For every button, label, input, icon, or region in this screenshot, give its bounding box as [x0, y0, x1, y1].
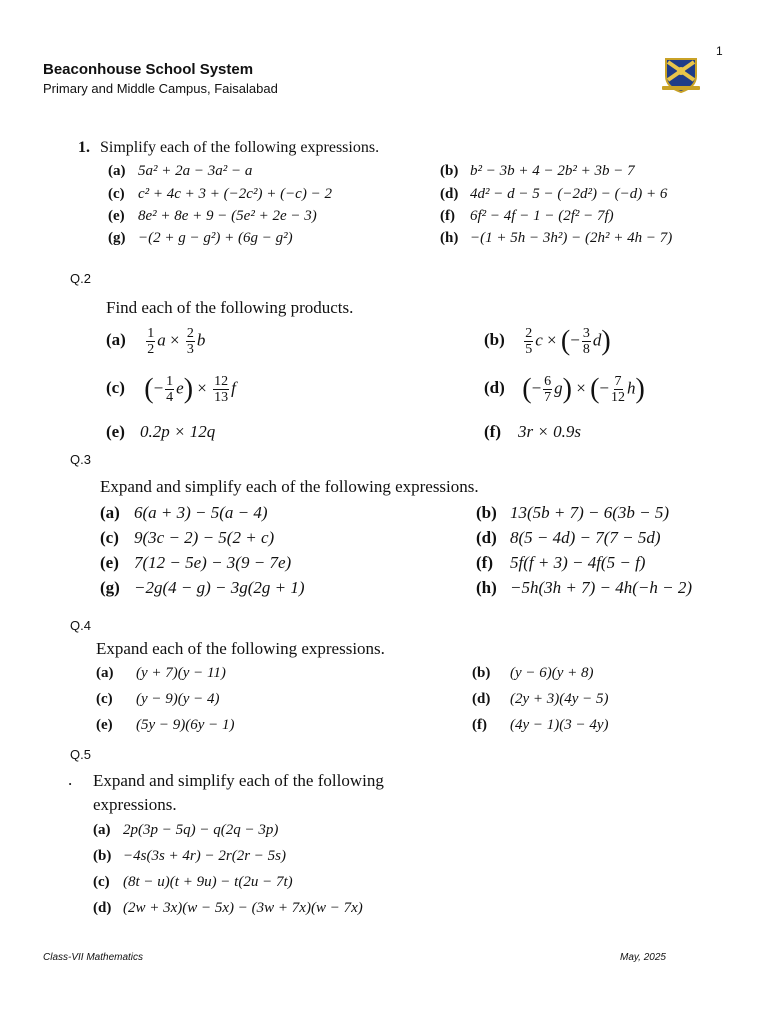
- q4-item-a: (a) (y + 7)(y − 11): [96, 665, 226, 681]
- q1-heading: [78, 139, 379, 157]
- q1-item-f: (f) 6f² − 4f − 1 − (2f² − 7f): [440, 208, 614, 224]
- q5-item-b: (b) −4s(3s + 4r) − 2r(2r − 5s): [93, 848, 286, 864]
- q2-item-c: (c) (− $\frac{1}{4}$ e) × $\frac{12}{13}$ f: [106, 373, 236, 405]
- q4-number: Q.4: [70, 618, 91, 633]
- q5-number: Q.5: [70, 747, 91, 762]
- q3-item-h: (h) −5h(3h + 7) − 4h(−h − 2): [476, 578, 693, 597]
- q4-item-e: (e) (5y − 9)(6y − 1): [96, 717, 235, 733]
- q1-item-g: (g) −(2 + g − g²) + (6g − g²): [108, 230, 293, 246]
- q5-item-a: (a) 2p(3p − 5q) − q(2q − 3p): [93, 822, 279, 838]
- q3-item-a: (a) 6(a + 3) − 5(a − 4): [100, 503, 268, 522]
- school-name: Beaconhouse School System: [43, 61, 254, 78]
- campus-name: Primary and Middle Campus, Faisalabad: [43, 81, 278, 96]
- q2-item-b: (b) $\frac{2}{5}$ c × (− $\frac{3}{8}$ d): [484, 325, 611, 357]
- q1-instruction: Simplify each of the following expressions.: [100, 139, 380, 156]
- q1-item-b: (b) b² − 3b + 4 − 2b² + 3b − 7: [440, 163, 635, 179]
- q5-instruction-line1: Expand and simplify each of the following: [93, 771, 384, 790]
- q4-item-f: (f) (4y − 1)(3 − 4y): [472, 717, 609, 733]
- q5-bullet: .: [68, 770, 73, 789]
- page-number: 1: [716, 44, 723, 58]
- q1-number: 1.: [78, 139, 90, 156]
- q5-item-d: (d) (2w + 3x)(w − 5x) − (3w + 7x)(w − 7x): [93, 900, 363, 916]
- q2-item-a: (a) $\frac{1}{2}$ a × $\frac{2}{3}$ b: [106, 326, 206, 357]
- q1-item-c: (c) c² + 4c + 3 + (−2c²) + (−c) − 2: [108, 186, 332, 202]
- q2-item-d: (d) (− $\frac{6}{7}$ g) × (− $\frac{7}{12}$ h): [484, 373, 645, 405]
- q4-item-c: (c) (y − 9)(y − 4): [96, 691, 220, 707]
- q2-item-f: (f) 3r × 0.9s: [484, 422, 581, 441]
- q1-item-e: (e) 8e² + 8e + 9 − (5e² + 2e − 3): [108, 208, 317, 224]
- q3-item-f: (f) 5f(f + 3) − 4f(5 − f): [476, 553, 646, 572]
- q4-item-b: (b) (y − 6)(y + 8): [472, 665, 594, 681]
- q2-number: Q.2: [70, 271, 91, 286]
- q5-instruction-line2: expressions.: [93, 795, 177, 814]
- q3-item-c: (c) 9(3c − 2) − 5(2 + c): [100, 528, 275, 547]
- q3-number: Q.3: [70, 452, 91, 467]
- q1-item-d: (d) 4d² − d − 5 − (−2d²) − (−d) + 6: [440, 186, 668, 202]
- footer-class: Class-VII Mathematics: [43, 952, 144, 963]
- q3-item-e: (e) 7(12 − 5e) − 3(9 − 7e): [100, 553, 292, 572]
- q3-instruction: Expand and simplify each of the following expressions.: [100, 477, 479, 496]
- footer-date: May, 2025: [620, 952, 666, 963]
- q4-item-d: (d) (2y + 3)(4y − 5): [472, 691, 609, 707]
- q1-item-h: (h) −(1 + 5h − 3h²) − (2h² + 4h − 7): [440, 230, 673, 246]
- school-crest-icon: [660, 56, 702, 94]
- q2-item-e: (e) 0.2p × 12q: [106, 422, 216, 441]
- q1-item-a: (a) 5a² + 2a − 3a² − a: [108, 163, 253, 179]
- q3-item-g: (g) −2g(4 − g) − 3g(2g + 1): [100, 578, 305, 597]
- q2-instruction: Find each of the following products.: [106, 298, 354, 317]
- q5-item-c: (c) (8t − u)(t + 9u) − t(2u − 7t): [93, 874, 293, 890]
- q3-item-b: (b) 13(5b + 7) − 6(3b − 5): [476, 503, 670, 522]
- q4-instruction: Expand each of the following expressions.: [96, 639, 385, 658]
- q3-item-d: (d) 8(5 − 4d) − 7(7 − 5d): [476, 528, 661, 547]
